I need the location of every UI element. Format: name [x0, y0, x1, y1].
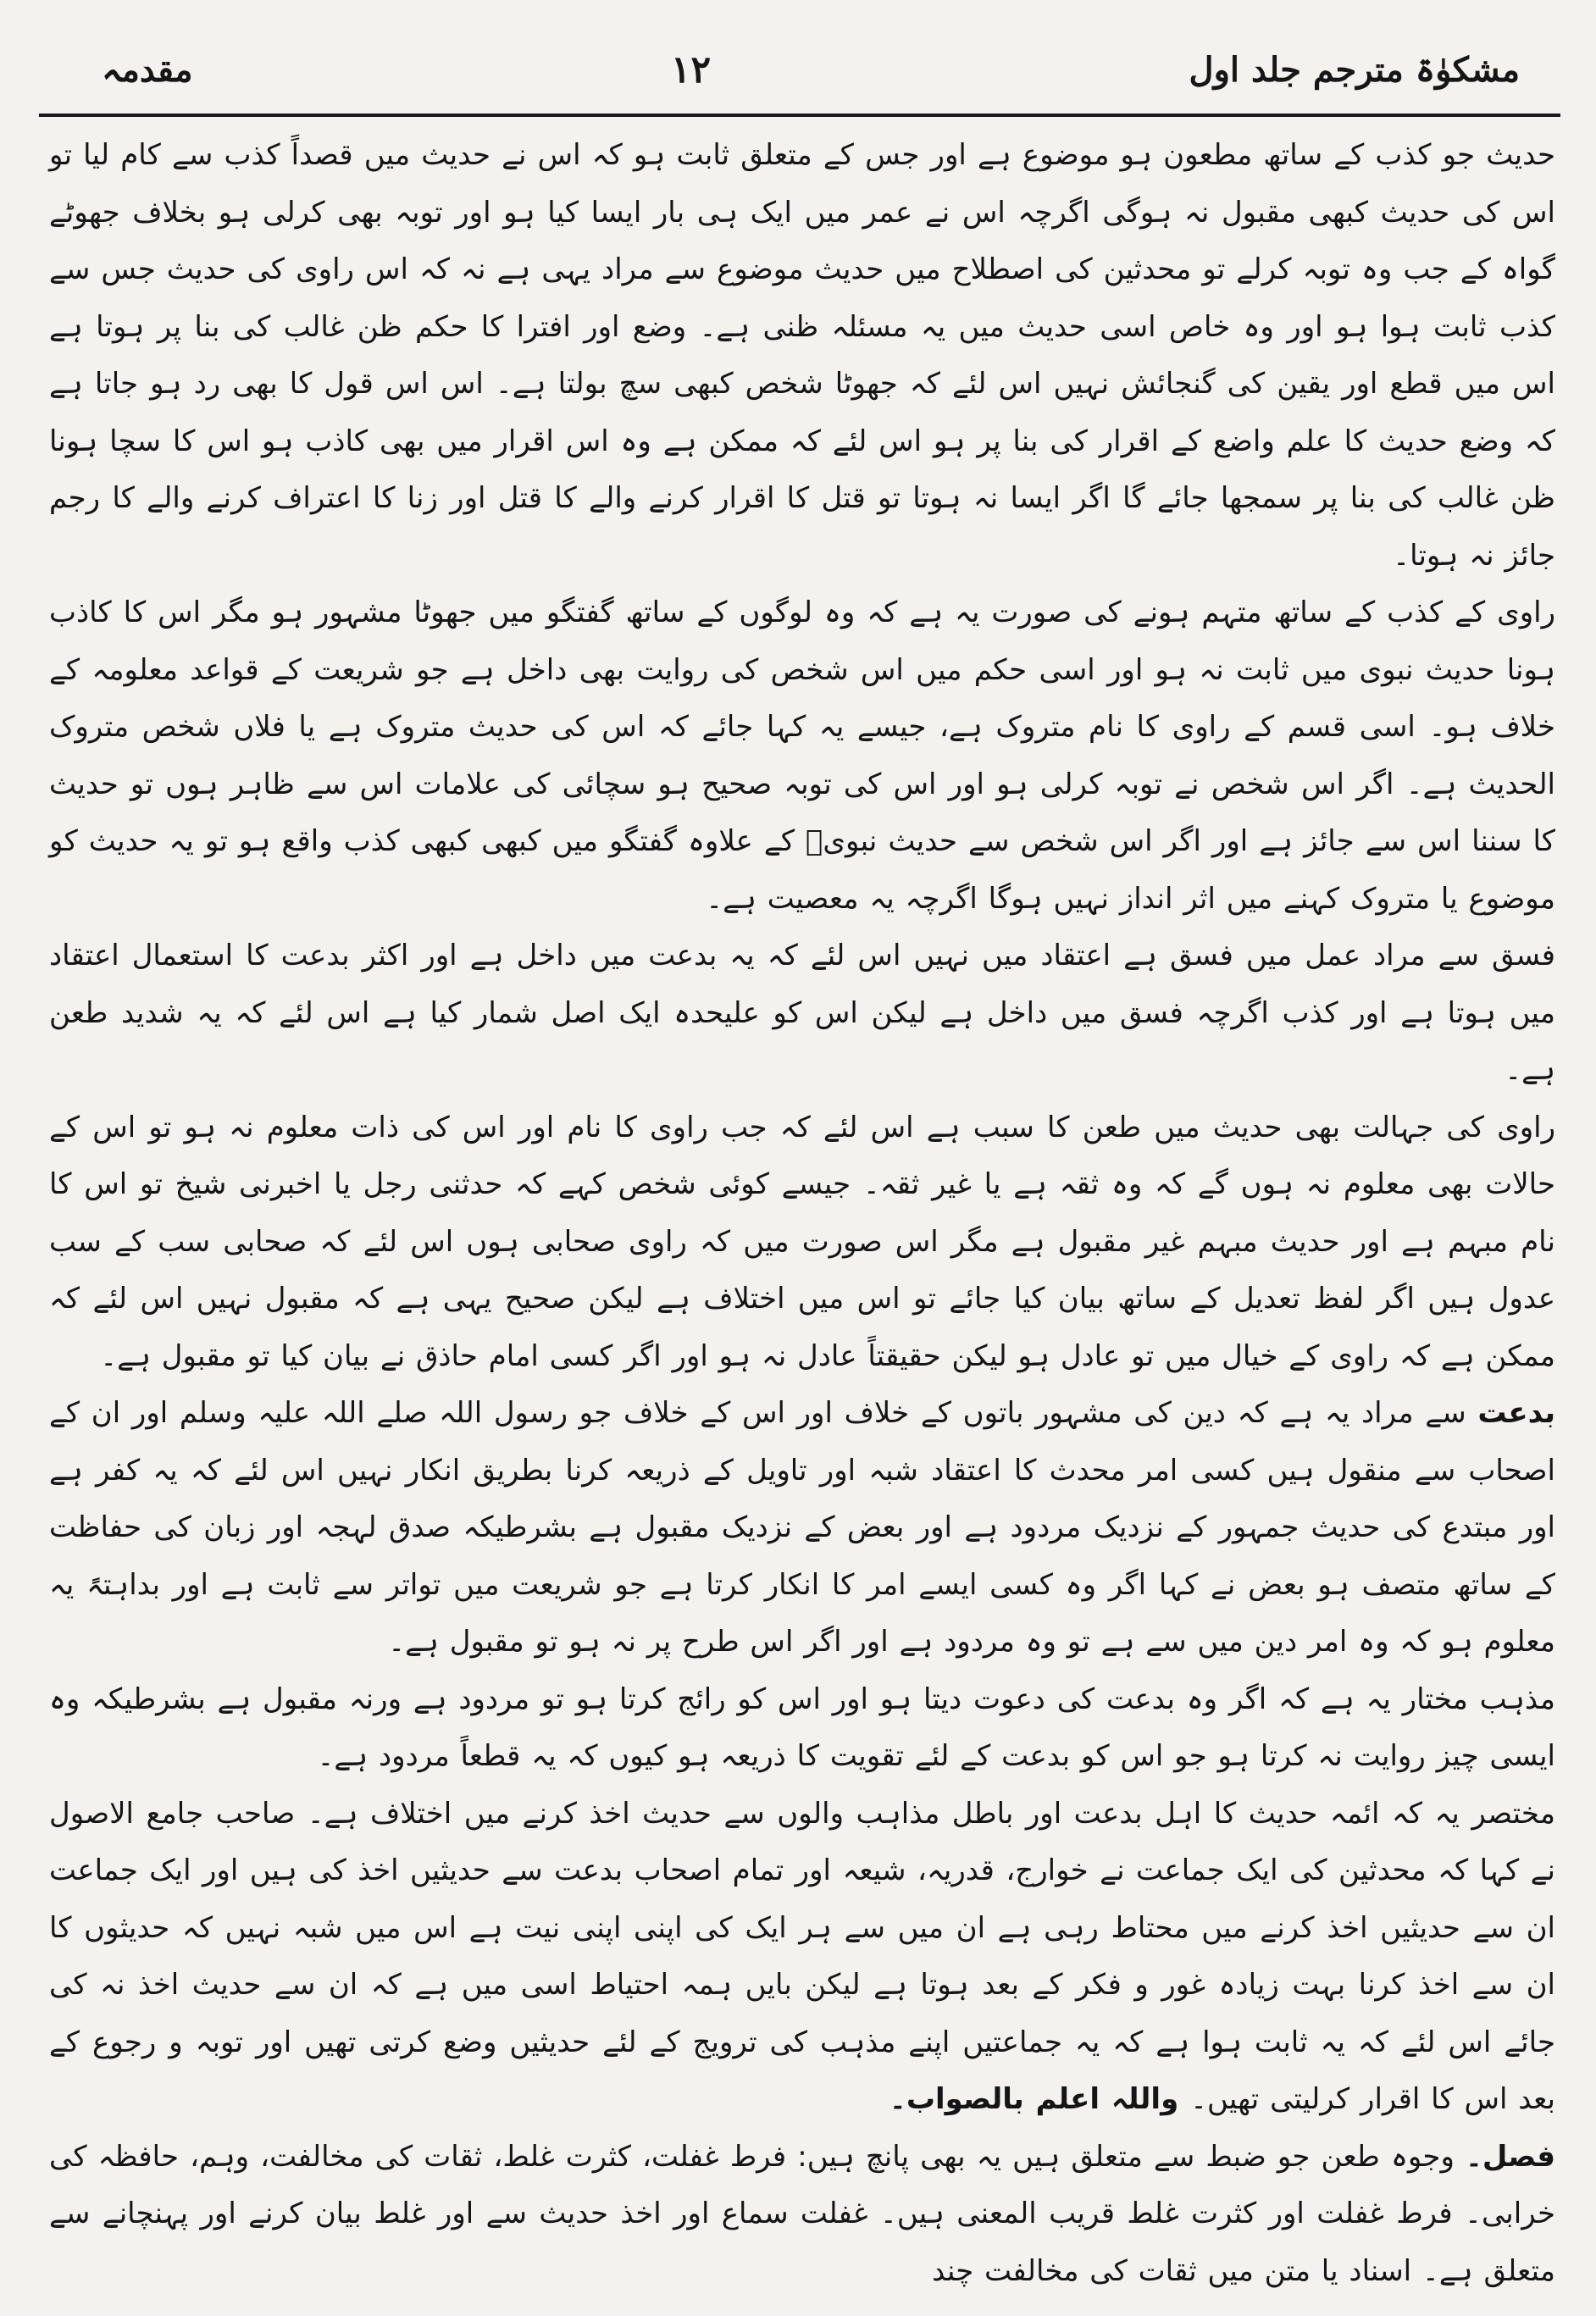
header-divider	[39, 114, 1560, 117]
paragraph-text: مختصر یہ کہ ائمہ حدیث کا اہل بدعت اور باطل مذاہب والوں سے حدیث اخذ کرنے میں اختلاف ہے۔ صاحب جامع الاصول نے کہا کہ محدثین کی ایک جماعت نے خوارج، قدریہ، شیعہ اور تمام اصحاب بدعت سے حدیثیں اخذ کی ہیں اور ایک جماعت ان سے حدیثیں اخذ کرنے میں محتاط رہی ہے ان میں سے ہر ایک کی اپنی اپنی نیت ہے اس میں شبہ نہیں کہ حدیثوں کا ان سے اخذ کرنا بہت زیادہ غور و فکر کے بعد ہوتا ہے لیکن بایں ہمہ احتیاط اسی میں ہے کہ ان سے حدیث اخذ نہ کی جائے اس لئے کہ یہ ثابت ہوا ہے کہ یہ جماعتیں اپنے مذہب کی ترویج کے لئے حدیثیں وضع کرتی تھیں اور توبہ و رجوع کے بعد اس کا اقرار کرلیتی تھیں۔	[49, 1796, 1555, 2116]
paragraph-fabricated-hadith	[49, 127, 1555, 585]
paragraph-fisq	[49, 928, 1555, 1100]
paragraph-jahalat	[49, 1100, 1555, 1386]
paragraph-text: فسق سے مراد عمل میں فسق ہے اعتقاد میں نہیں اس لئے کہ یہ بدعت میں داخل ہے اور اکثر بدعت کا استعمال اعتقاد میں ہوتا ہے اور کذب اگرچہ فسق میں داخل ہے لیکن اس کو علیحدہ ایک اصل شمار کیا ہے اس لئے کہ یہ شدید طعن ہے۔	[49, 939, 1556, 1087]
paragraph-bidat	[49, 1385, 1555, 1671]
page-number: ۱۲	[670, 47, 712, 91]
paragraph-text: وجوہ طعن جو ضبط سے متعلق ہیں یہ بھی پانچ ہیں: فرط غفلت، کثرت غلط، ثقات کی مخالفت، وہم، حافظہ کی خرابی۔ فرط غفلت اور کثرت غلط قریب المعنی ہیں۔ غفلت سماع اور اخذ حدیث سے اور غلط بیان کرنے اور پہنچانے سے متعلق ہے۔ اسناد یا متن میں ثقات کی مخالفت چند	[49, 2139, 1555, 2288]
page-header	[102, 30, 1520, 108]
paragraph-text: راوی کی جہالت بھی حدیث میں طعن کا سبب ہے اس لئے کہ جب راوی کا نام اور اس کی ذات معلوم نہ ہو تو اس کے حالات بھی معلوم نہ ہوں گے کہ وہ ثقہ ہے یا غیر ثقہ۔ جیسے کوئی شخص کہے کہ حدثنی رجل یا اخبرنی شیخ تو اس کا نام مبہم ہے اور حدیث مبہم غیر مقبول ہے مگر اس صورت میں کہ راوی صحابی ہوں اس لئے کہ صحابی سب کے سب عدول ہیں اگر لفظ تعدیل کے ساتھ بیان کیا جائے تو اس میں اختلاف ہے لیکن صحیح یہی ہے کہ مقبول نہیں اس لئے کہ ممکن ہے کہ راوی کے خیال میں تو عادل ہو لیکن حقیقتاً عادل نہ ہو اور اگر کسی امام حاذق نے بیان کیا تو مقبول ہے۔	[49, 1110, 1555, 1373]
paragraph-text: حدیث جو کذب کے ساتھ مطعون ہو موضوع ہے اور جس کے متعلق ثابت ہو کہ اس نے حدیث میں قصداً کذب سے کام لیا تو اس کی حدیث کبھی مقبول نہ ہوگی اگرچہ اس نے عمر میں ایک ہی بار ایسا کیا ہو اور توبہ بھی کرلی ہو بخلاف جھوٹے گواہ کے جب وہ توبہ کرلے تو محدثین کی اصطلاح میں حدیث موضوع سے مراد یہی ہے نہ کہ اس راوی کی حدیث جس سے کذب ثابت ہوا ہو اور وہ خاص اسی حدیث میں یہ مسئلہ ظنی ہے۔ وضع اور افترا کا حکم ظن غالب کی بنا پر ہوتا ہے اس میں قطع اور یقین کی گنجائش نہیں اس لئے کہ جھوٹا شخص کبھی سچ بولتا ہے۔ اس اس قول کا بھی رد ہو جاتا ہے کہ وضع حدیث کا علم واضع کے اقرار کی بنا پر ہو اس لئے کہ ممکن ہے وہ اس اقرار میں بھی کاذب ہو اس کا سچا ہونا ظن غالب کی بنا پر سمجھا جائے گا اگر ایسا نہ ہوتا تو قتل کا اقرار کرنے والے کا قتل اور زنا کا اعتراف کرنے والے کا رجم جائز نہ ہوتا۔	[49, 138, 1555, 573]
paragraph-preferred-view	[49, 1671, 1555, 1786]
paragraph-closing: واللہ اعلم بالصواب۔	[889, 2082, 1191, 2116]
section-title: مقدمہ	[102, 49, 193, 90]
paragraph-accused-narrator	[49, 585, 1555, 928]
paragraph-text: سے مراد یہ ہے کہ دین کی مشہور باتوں کے خلاف اور اس کے خلاف جو رسول اللہ صلے اللہ علیہ وسلم اور ان کے اصحاب سے منقول ہیں کسی امر محدث کا اعتقاد شبہ اور تاویل کے ذریعہ کرنا بطریق انکار نہیں اس لئے کہ یہ کفر ہے اور مبتدع کی حدیث جمہور کے نزدیک مردود ہے اور بعض کے نزدیک مقبول ہے بشرطیکہ صدق لہجہ اور زبان کی حفاظت کے ساتھ متصف ہو بعض نے کہا اگر وہ کسی ایسے امر کا انکار کرتا ہے جو شریعت میں تواتر سے ثابت ہے اور بداہتہً یہ معلوم ہو کہ وہ امر دین میں سے ہے تو وہ مردود ہے اور اگر اس طرح پر نہ ہو تو مقبول ہے۔	[49, 1396, 1555, 1659]
paragraph-lead: فصل۔	[1465, 2139, 1555, 2174]
book-title: مشکوٰۃ مترجم جلد اول	[1189, 49, 1520, 90]
paragraph-summary	[49, 1786, 1555, 2129]
page-body	[49, 127, 1556, 2288]
paragraph-text: راوی کے کذب کے ساتھ متہم ہونے کی صورت یہ ہے کہ وہ لوگوں کے ساتھ گفتگو میں جھوٹا مشہور ہو مگر اس کا کاذب ہونا حدیث نبوی میں ثابت نہ ہو اور اسی حکم میں اس شخص کی روایت بھی داخل ہے جو شریعت کے قواعد معلومہ کے خلاف ہو۔ اسی قسم کے راوی کا نام متروک ہے، جیسے یہ کہا جائے کہ اس کی حدیث متروک ہے یا فلاں شخص متروک الحدیث ہے۔ اگر اس شخص نے توبہ کرلی ہو اور اس کی توبہ صحیح ہو سچائی کی علامات اس سے ظاہر ہوں تو حدیث کا سننا اس سے جائز ہے اور اگر اس شخص سے حدیث نبویؐ کے علاوہ گفتگو میں کبھی کبھی کذب واقع ہو تو یہ حدیث کو موضوع یا متروک کہنے میں اثر انداز نہیں ہوگا اگرچہ یہ معصیت ہے۔	[49, 596, 1555, 916]
paragraph-lead: بدعت	[1477, 1396, 1555, 1430]
paragraph-text: مذہب مختار یہ ہے کہ اگر وہ بدعت کی دعوت دیتا ہو اور اس کو رائج کرتا ہو تو مردود ہے ورنہ مقبول ہے بشرطیکہ وہ ایسی چیز روایت نہ کرتا ہو جو اس کو بدعت کے لئے تقویت کا ذریعہ ہو کیوں کہ یہ قطعاً مردود ہے۔	[49, 1682, 1555, 1773]
paragraph-fasl	[49, 2129, 1555, 2301]
